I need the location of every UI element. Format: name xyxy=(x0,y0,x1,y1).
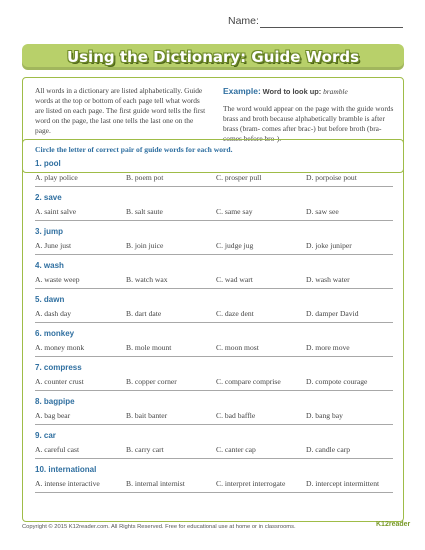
example-lookup-label: Word to look up: xyxy=(262,87,322,96)
option-c[interactable]: C. daze dent xyxy=(216,309,254,318)
question-word: 7. compress xyxy=(35,363,82,372)
title-banner xyxy=(22,44,404,70)
option-c[interactable]: C. canter cap xyxy=(216,445,256,454)
option-a[interactable]: A. play police xyxy=(35,173,78,182)
divider xyxy=(35,424,393,425)
option-c[interactable]: C. same say xyxy=(216,207,253,216)
copyright-footer: Copyright © 2015 K12reader.com. All Rights Reserved. Free for educational use at home or in classrooms. xyxy=(22,524,296,530)
question-word: 9. car xyxy=(35,431,56,440)
option-b[interactable]: B. mole mount xyxy=(126,343,172,352)
question-word: 3. jump xyxy=(35,227,64,236)
option-b[interactable]: B. bait banter xyxy=(126,411,168,420)
divider xyxy=(35,492,393,493)
option-d[interactable]: D. candle carp xyxy=(306,445,351,454)
option-d[interactable]: D. porpoise pout xyxy=(306,173,357,182)
option-c[interactable]: C. prosper pull xyxy=(216,173,262,182)
divider xyxy=(35,186,393,187)
example-panel xyxy=(223,86,399,144)
option-b[interactable]: B. watch wax xyxy=(126,275,168,284)
name-field[interactable] xyxy=(260,27,403,28)
question-item xyxy=(23,159,403,193)
question-item xyxy=(23,295,403,329)
option-b[interactable]: B. copper corner xyxy=(126,377,177,386)
option-d[interactable]: D. joke juniper xyxy=(306,241,352,250)
question-item xyxy=(23,465,403,499)
example-text: The word would appear on the page with the guide words brass and broth because alphabetically bramble is after brass (bram- comes after brac-) but before broth (bra- comes before bro-). xyxy=(223,104,394,143)
option-c[interactable]: C. judge jug xyxy=(216,241,254,250)
option-c[interactable]: C. wad wart xyxy=(216,275,253,284)
option-b[interactable]: B. internal internist xyxy=(126,479,185,488)
question-word: 10. international xyxy=(35,465,97,474)
question-word: 1. pool xyxy=(35,159,61,168)
option-a[interactable]: A. counter crust xyxy=(35,377,84,386)
question-word: 8. bagpipe xyxy=(35,397,75,406)
option-a[interactable]: A. waste weep xyxy=(35,275,80,284)
question-item xyxy=(23,397,403,431)
option-a[interactable]: A. money monk xyxy=(35,343,85,352)
divider xyxy=(35,322,393,323)
divider xyxy=(35,254,393,255)
question-item xyxy=(23,193,403,227)
divider xyxy=(35,356,393,357)
name-label: Name: xyxy=(228,15,259,27)
divider xyxy=(35,220,393,221)
divider xyxy=(35,288,393,289)
option-b[interactable]: B. carry cart xyxy=(126,445,164,454)
question-word: 4. wash xyxy=(35,261,64,270)
question-item xyxy=(23,261,403,295)
option-d[interactable]: D. more move xyxy=(306,343,350,352)
questions-box xyxy=(22,139,404,522)
brand-logo: K12reader xyxy=(376,521,411,528)
divider xyxy=(35,390,393,391)
question-word: 2. save xyxy=(35,193,62,202)
page-title: Using the Dictionary: Guide Words xyxy=(66,48,360,66)
question-word: 5. dawn xyxy=(35,295,65,304)
option-d[interactable]: D. intercept intermittent xyxy=(306,479,380,488)
question-item xyxy=(23,363,403,397)
intro-paragraph: All words in a dictionary are listed alphabetically. Guide words at the top or bottom of each page tell what words are listed on each page. The first guide word tells the first word on the page, the last one tells the last one on the page. xyxy=(35,86,206,135)
option-b[interactable]: B. poem pot xyxy=(126,173,164,182)
option-c[interactable]: C. moon most xyxy=(216,343,259,352)
option-a[interactable]: A. June just xyxy=(35,241,72,250)
option-b[interactable]: B. salt saute xyxy=(126,207,163,216)
option-d[interactable]: D. saw see xyxy=(306,207,339,216)
option-b[interactable]: B. dart date xyxy=(126,309,162,318)
instruction: Circle the letter of correct pair of guide words for each word. xyxy=(35,145,233,154)
example-word: bramble xyxy=(323,87,348,96)
option-d[interactable]: D. bang bay xyxy=(306,411,343,420)
option-c[interactable]: C. compare comprise xyxy=(216,377,281,386)
divider xyxy=(35,458,393,459)
example-header xyxy=(223,86,399,97)
option-c[interactable]: C. bad baffle xyxy=(216,411,256,420)
option-c[interactable]: C. interpret interrogate xyxy=(216,479,286,488)
option-b[interactable]: B. join juice xyxy=(126,241,164,250)
option-a[interactable]: A. careful cast xyxy=(35,445,80,454)
question-item xyxy=(23,329,403,363)
question-item xyxy=(23,431,403,465)
example-label: Example: xyxy=(223,86,261,96)
option-d[interactable]: D. damper David xyxy=(306,309,359,318)
question-item xyxy=(23,227,403,261)
option-d[interactable]: D. compote courage xyxy=(306,377,368,386)
option-a[interactable]: A. intense interactive xyxy=(35,479,100,488)
option-d[interactable]: D. wash water xyxy=(306,275,350,284)
option-a[interactable]: A. dash day xyxy=(35,309,72,318)
option-a[interactable]: A. saint salve xyxy=(35,207,77,216)
name-row xyxy=(228,15,403,29)
question-word: 6. monkey xyxy=(35,329,75,338)
option-a[interactable]: A. bag bear xyxy=(35,411,71,420)
